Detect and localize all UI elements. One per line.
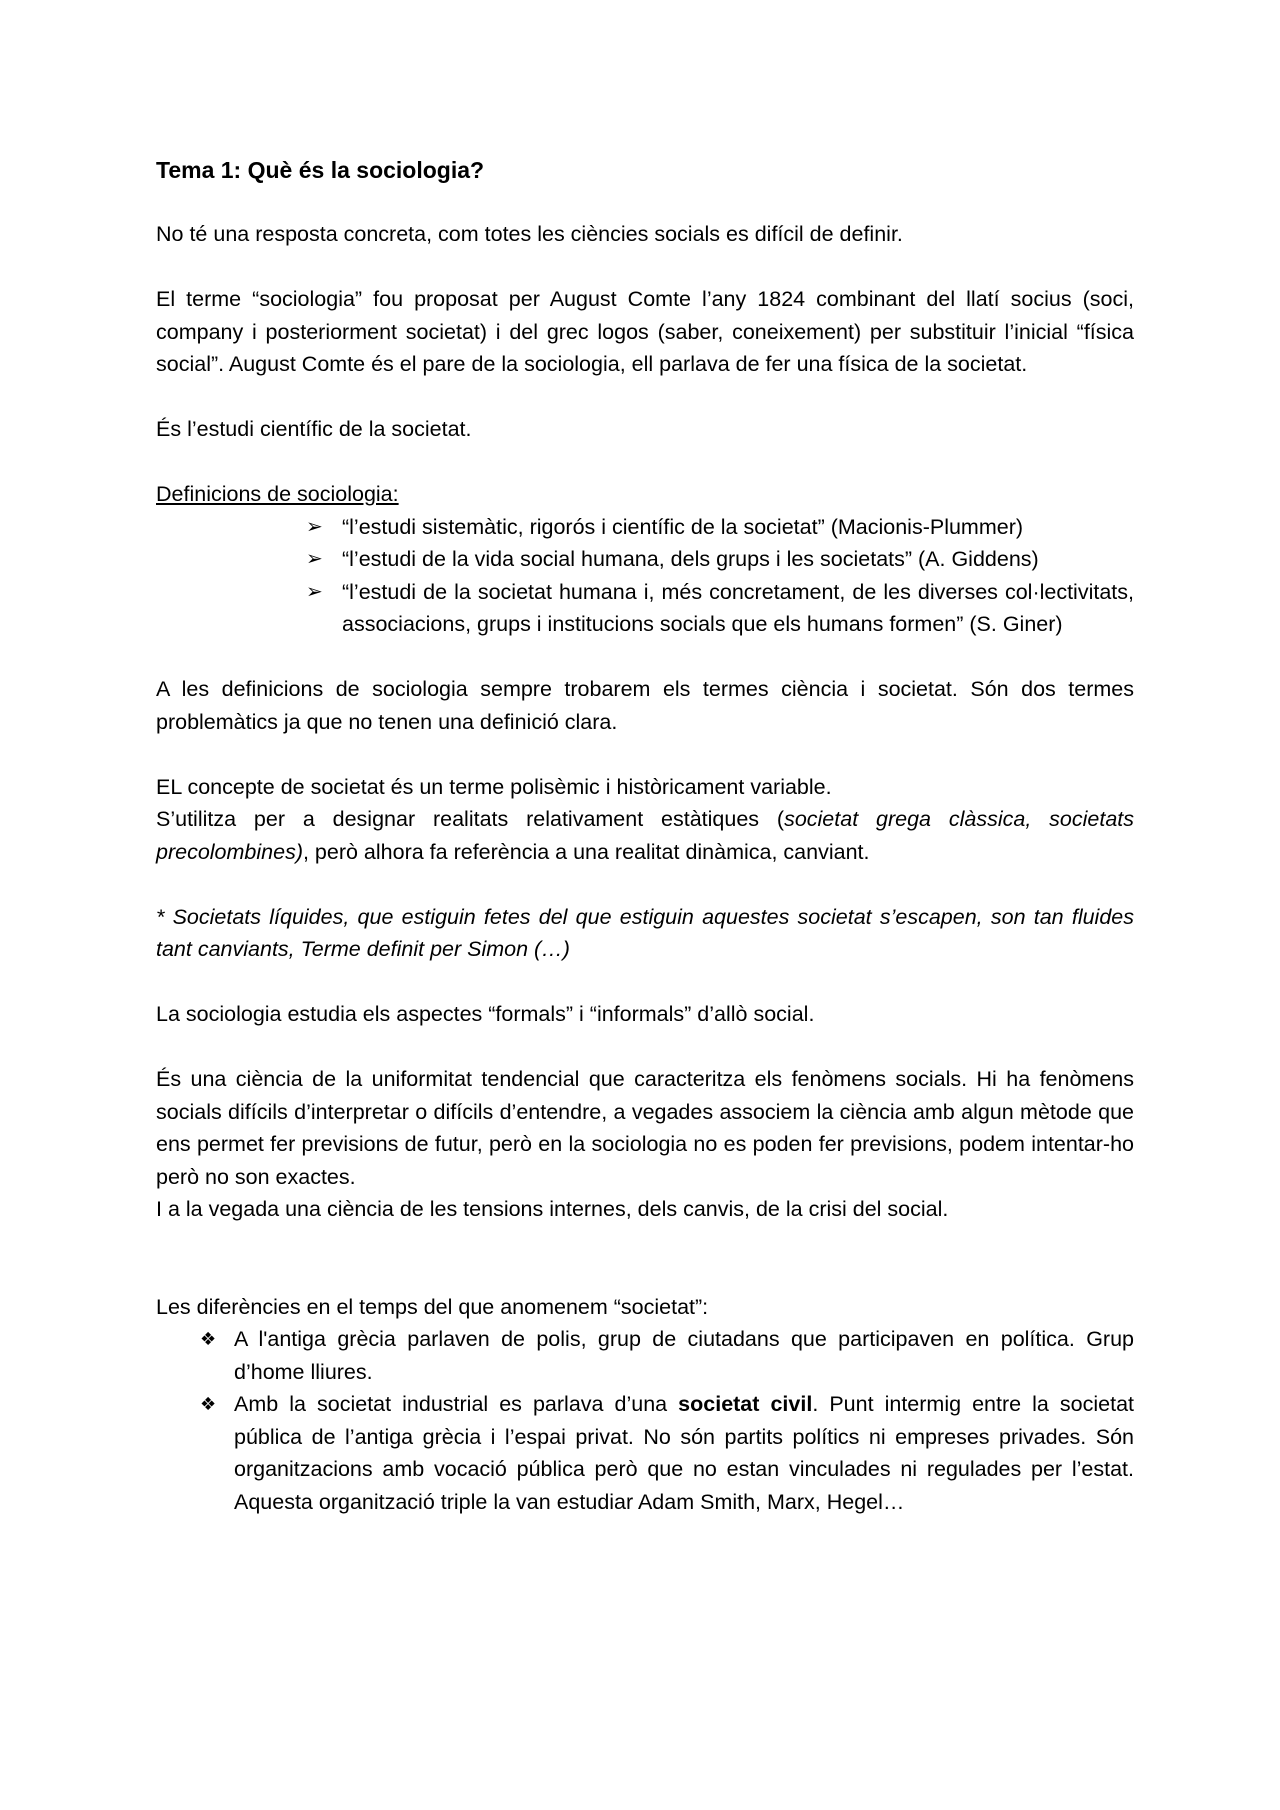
paragraph-uniformity — [156, 1063, 1134, 1226]
list-item — [306, 511, 1134, 544]
society-concept-line1: EL concepte de societat és un terme polisèmic i històricament variable. — [156, 774, 832, 799]
differences-list — [156, 1323, 1134, 1518]
civil-society-term: societat civil — [678, 1392, 813, 1416]
uniformity-text: És una ciència de la uniformitat tendencial que caracteritza els fenòmens socials. Hi ha fenòmens socials difícils d’interpretar o difícils d’entendre, a vegades associem la ciència amb algun mètode que ens permet fer previsions de futur, però en la sociologia no es poden fer previsions, podem intentar-ho però no son exactes. — [156, 1067, 1134, 1189]
paragraph-liquid-societies — [156, 901, 1134, 966]
diamond-bullet-icon: ❖ — [200, 1329, 217, 1349]
difference-text: A l'antiga grècia parlaven de polis, grup de ciutadans que participaven en política. Grup d’home lliures. — [234, 1327, 1134, 1384]
arrow-bullet-icon: ➢ — [306, 580, 323, 603]
definitions-list — [156, 511, 1134, 641]
society-concept-line2b: , però alhora fa referència a una realitat dinàmica, canviant. — [302, 839, 870, 864]
paragraph-definition-short: És l’estudi científic de la societat. — [156, 417, 472, 441]
definition-text: “l’estudi de la vida social humana, dels grups i les societats” (A. Giddens) — [342, 547, 1039, 571]
list-item — [200, 1323, 1134, 1388]
page-title: Tema 1: Què és la sociologia? — [156, 157, 485, 183]
definition-text: “l’estudi sistemàtic, rigorós i científic de la societat” (Macionis-Plummer) — [342, 514, 1024, 539]
tensions-text: I a la vegada una ciència de les tensions internes, dels canvis, de la crisi del social. — [156, 1197, 949, 1221]
paragraph-formal-informal: La sociologia estudia els aspectes “formals” i “informals” d’allò social. — [156, 1002, 815, 1026]
arrow-bullet-icon: ➢ — [306, 548, 323, 570]
paragraph-society-concept — [156, 771, 1134, 869]
spacer — [156, 1258, 1134, 1291]
definitions-heading: Definicions de sociologia: — [156, 482, 399, 506]
differences-heading: Les diferències en el temps del que anomenem “societat”: — [156, 1294, 709, 1319]
list-item — [306, 543, 1134, 576]
liquid-societies-note: * Societats líquides, que estiguin fetes del que estiguin aquestes societat s’escapen, son tan fluides tant canviants, Terme definit per Simon (…) — [156, 904, 1134, 961]
definition-text: “l’estudi de la societat humana i, més concretament, de les diverses col·lectivitats, associacions, grups i institucions socials que els humans formen” (S. Giner) — [342, 579, 1134, 636]
society-concept-examples: societat grega clàssica, societats precolombines) — [156, 807, 1134, 864]
paragraph-origin: El terme “sociologia” fou proposat per August Comte l’any 1824 combinant del llatí socius (soci, company i posteriorment societat) i del grec logos (saber, coneixement) per substituir l’inicial “física social”. August Comte és el pare de la sociologia, ell parlava de fer una física de la societat. — [156, 287, 1134, 376]
paragraph-intro: No té una resposta concreta, com totes les ciències socials es difícil de definir. — [156, 222, 903, 246]
difference-text-b: . Punt intermig entre la societat pública de l’antiga grècia i l’espai privat. No són partits polítics ni empreses privades. Són organitzacions amb vocació pública però que no estan vinculades ni regulades per l’estat. Aquesta organització triple la van estudiar Adam Smith, Marx, Hegel… — [234, 1392, 1134, 1514]
difference-text-a: Amb la societat industrial es parlava d’una — [234, 1392, 679, 1416]
list-item — [200, 1388, 1134, 1518]
list-item — [306, 576, 1134, 641]
diamond-bullet-icon: ❖ — [200, 1394, 217, 1414]
arrow-bullet-icon: ➢ — [306, 515, 323, 538]
paragraph-science-society: A les definicions de sociologia sempre trobarem els termes ciència i societat. Són dos termes problemàtics ja que no tenen una definició clara. — [156, 677, 1134, 734]
document-body — [156, 154, 1134, 1518]
society-concept-line2a: S’utilitza per a designar realitats relativament estàtiques ( — [156, 807, 785, 831]
